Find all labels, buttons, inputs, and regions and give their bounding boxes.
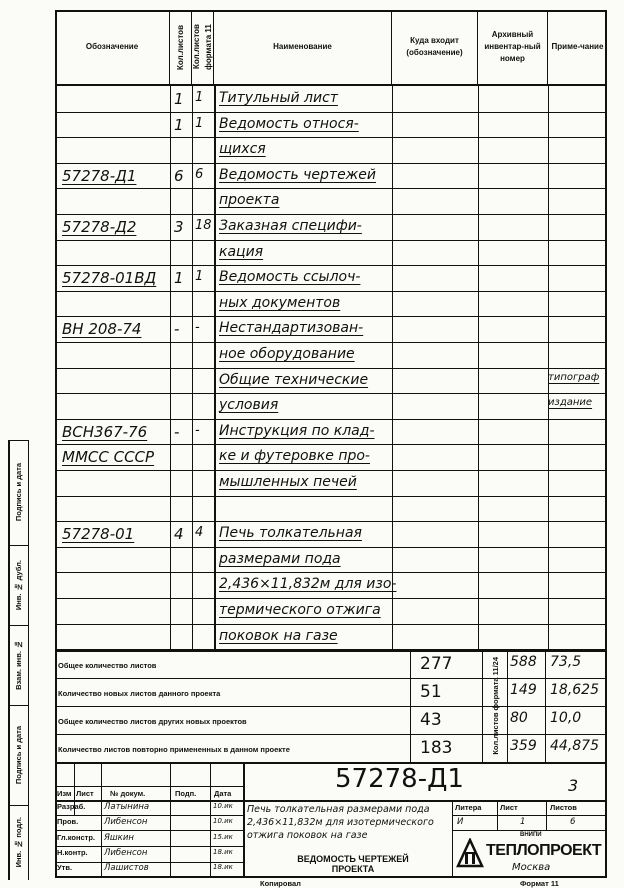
row-name: проекта [219, 192, 280, 208]
row-name: Нестандартизован- [219, 320, 364, 336]
summary-value: 183 [420, 738, 453, 758]
tb-col-change: Изм [57, 789, 72, 798]
row-sheet-count: 4 [174, 525, 184, 543]
row-name: Инструкция по клад- [219, 423, 375, 439]
row-name: Титульный лист [219, 90, 338, 106]
row-name: Ведомость чертежей [219, 167, 377, 183]
row-sheet-count-format: 1 [195, 90, 204, 105]
project-name: Печь толкательная размерами пода 2,436×11,832м для изотермического отжига поковок на газе [247, 804, 434, 841]
header-note: Приме-чание [548, 10, 607, 86]
doc-code: 57278-Д1 [335, 764, 464, 794]
row-designation: 57278-Д2 [62, 218, 137, 236]
header-sheet-count-format: Кол.листов формата 11 [192, 10, 214, 86]
row-note: типограф [548, 372, 600, 383]
row-name: ке и футеровке про- [219, 448, 370, 464]
summary-b: 10,0 [550, 710, 582, 726]
footer-format: Формат 11 [520, 879, 559, 888]
footer-copied: Копировал [260, 879, 301, 888]
row-sheet-count: 1 [174, 90, 184, 108]
row-name: условия [219, 397, 279, 413]
summary-a: 80 [510, 710, 528, 726]
row-name: Общие технические [219, 372, 369, 388]
row-name: щихся [219, 141, 266, 157]
tb-litera: И [457, 817, 464, 827]
org-small: ВНИПИ [520, 832, 542, 838]
row-designation: 57278-01ВД [62, 269, 157, 287]
row-designation: 57278-Д1 [62, 167, 137, 185]
role-name: Латынина [104, 802, 150, 812]
row-sheet-count: - [174, 423, 180, 441]
row-name: поковок на газе [219, 628, 338, 644]
tb-sheets: 6 [570, 817, 576, 827]
row-sheet-count-format: 4 [195, 525, 204, 540]
summary-a: 588 [510, 654, 537, 670]
row-sheet-count-format: 6 [195, 167, 204, 182]
row-sheet-count: 1 [174, 116, 184, 134]
row-sheet-count-format: 1 [195, 116, 204, 131]
tb-sheets-label: Листов [550, 803, 577, 812]
row-designation: ММСС СССР [62, 448, 155, 466]
summary-b: 18,625 [550, 682, 599, 698]
row-name: Ведомость ссылоч- [219, 269, 361, 285]
summary-b: 73,5 [550, 654, 582, 670]
tb-litera-label: Литера [455, 803, 482, 812]
role-date: 15.ик [213, 833, 233, 841]
row-designation: ВСН367-76 [62, 423, 148, 441]
role-name: Либенсон [104, 817, 148, 827]
row-name: ных документов [219, 295, 341, 311]
row-name: Ведомость относя- [219, 116, 359, 132]
row-name: кация [219, 244, 264, 260]
row-name: Заказная специфи- [219, 218, 362, 234]
summary-value: 51 [420, 682, 442, 702]
header-name: Наименование [214, 10, 392, 86]
tb-col-doc: № докум. [110, 789, 146, 798]
role-label: Гл.констр. [57, 833, 96, 842]
row-sheet-count: 6 [174, 167, 184, 185]
doc-title: ВЕДОМОСТЬ ЧЕРТЕЖЕЙ ПРОЕКТА [297, 854, 409, 874]
role-name: Лашистов [104, 863, 149, 873]
row-sheet-count: 3 [174, 218, 184, 236]
doc-sheet-top: 3 [568, 776, 579, 795]
side-label-signature-1: Подпись и дата [13, 463, 23, 522]
row-sheet-count: 1 [174, 269, 184, 287]
row-sheet-count: - [174, 320, 180, 338]
row-name: ное оборудование [219, 346, 355, 362]
row-name: размерами пода [219, 551, 341, 567]
role-label: Разраб. [57, 802, 86, 811]
row-note: издание [548, 397, 593, 408]
org-name: ТЕПЛОПРОЕКТ [486, 842, 602, 859]
header-designation: Обозначение [55, 10, 170, 86]
header-sheet-count: Кол.листов [170, 10, 192, 86]
role-name: Либенсон [104, 848, 148, 858]
summary-value: 43 [420, 710, 442, 730]
row-name: термического отжига [219, 602, 381, 618]
role-date: 10.ик [213, 817, 233, 825]
org-city: Москва [512, 862, 551, 873]
summary-b: 44,875 [550, 738, 599, 754]
header-where-used: Куда входит (обозначение) [392, 10, 478, 86]
row-sheet-count-format: - [195, 320, 200, 335]
row-sheet-count-format: 18 [195, 218, 212, 233]
row-designation: ВН 208-74 [62, 320, 142, 338]
org-logo-icon [456, 838, 484, 868]
header-archive-no: Архивный инвентар-ный номер [478, 10, 548, 86]
role-date: 18.ик [213, 863, 233, 871]
tb-col-sheet: Лист [76, 789, 94, 798]
side-label-replace-inv: Взам. инв. № [13, 640, 23, 690]
role-name: Яшкин [104, 833, 134, 843]
row-name: 2,436×11,832м для изо- [219, 576, 397, 592]
side-label-dup-inv: Инв. № дубл. [13, 559, 23, 611]
summary-vertical-label: Кол.листов формата 11/24 [490, 657, 500, 755]
tb-sheet-label: Лист [500, 803, 518, 812]
row-sheet-count-format: - [195, 423, 200, 438]
summary-label: Количество листов повторно примененных в данном проекте [58, 745, 290, 754]
row-designation: 57278-01 [62, 525, 135, 543]
role-date: 10.ик [213, 802, 233, 810]
side-label-orig-inv: Инв. № подл. [13, 817, 23, 868]
tb-col-date: Дата [214, 789, 232, 798]
role-label: Н.контр. [57, 848, 88, 857]
summary-value: 277 [420, 654, 453, 674]
row-name: мышленных печей [219, 474, 357, 490]
role-label: Пров. [57, 817, 79, 826]
row-name: Печь толкательная [219, 525, 362, 541]
side-label-signature-2: Подпись и дата [13, 725, 23, 785]
summary-label: Общее количество листов других новых проектов [58, 717, 247, 726]
summary-label: Количество новых листов данного проекта [58, 689, 221, 698]
role-date: 18.ик [213, 848, 233, 856]
tb-sheet: 1 [520, 817, 526, 827]
tb-col-sign: Подп. [175, 789, 197, 798]
role-label: Утв. [57, 863, 73, 872]
row-sheet-count-format: 1 [195, 269, 204, 284]
summary-label: Общее количество листов [58, 661, 157, 670]
summary-a: 359 [510, 738, 537, 754]
summary-a: 149 [510, 682, 537, 698]
